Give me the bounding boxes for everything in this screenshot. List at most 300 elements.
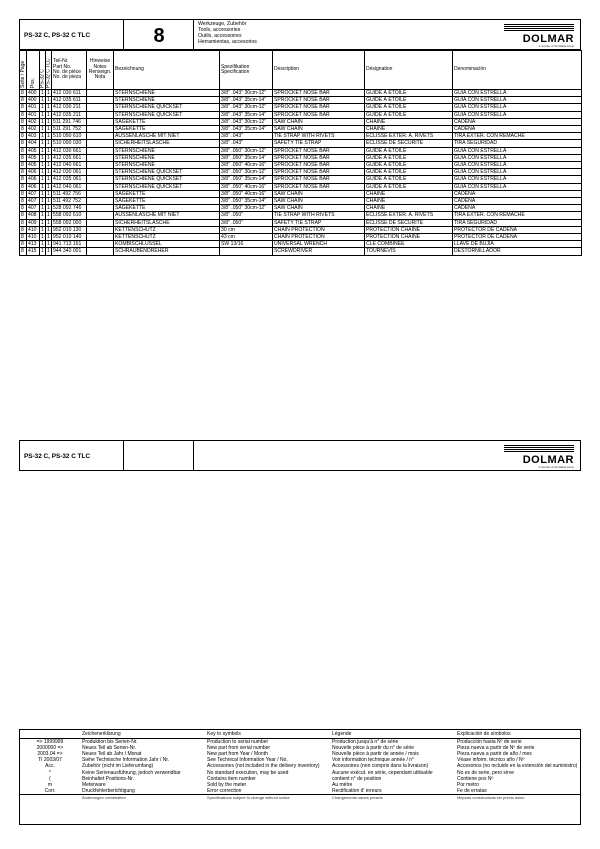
- cell-designation: PROTECTION CHAÎNE: [365, 226, 453, 233]
- cell-ps32ctlc: 1: [47, 241, 50, 248]
- cell-pos: 405: [27, 154, 40, 161]
- cell-hinweise: [87, 133, 114, 140]
- cell-teilnr: 412 030 211: [52, 104, 87, 111]
- cell-seite: 8: [20, 205, 27, 212]
- cell-description: SPROCKET NOSE BAR: [273, 154, 365, 161]
- legend-en: Production to serial number: [207, 739, 269, 746]
- cell-spezifikation: 3/8" .050": [220, 212, 273, 219]
- section-title-de: Werkzeuge, Zubehör: [198, 21, 247, 27]
- cell-seite: 8: [20, 176, 27, 183]
- cell-hinweise: [87, 241, 114, 248]
- cell-seite: 8: [20, 147, 27, 154]
- table-row: [20, 198, 582, 205]
- cell-teilnr: 510 090 610: [52, 133, 87, 140]
- cell-teilnr: 412 030 611: [52, 90, 87, 97]
- cell-description: TIE STRAP WITH RIVETS: [273, 133, 365, 140]
- legend-footer-row: [19, 794, 581, 801]
- cell-teilnr: 412 030 061: [52, 169, 87, 176]
- cell-hinweise: [87, 205, 114, 212]
- col-description: Description: [273, 51, 365, 90]
- cell-denominacion: GUÍA CON ESTRELLA: [453, 183, 582, 190]
- table-row: [20, 140, 582, 147]
- cell-description: SPROCKET NOSE BAR: [273, 97, 365, 104]
- cell-spezifikation: 3/8" .050" 30cm-12": [220, 169, 273, 176]
- cell-denominacion: TIRA SEGURIDAD: [453, 219, 582, 226]
- cell-ps32ctlc: 1: [47, 205, 50, 212]
- cell-pos: 406: [27, 169, 40, 176]
- cell-spezifikation: 3/8" .043" 30cm-12": [220, 90, 273, 97]
- cell-teilnr: 952 010 130: [52, 226, 87, 233]
- cell-ps32c: 1: [41, 248, 44, 255]
- cell-hinweise: [87, 248, 114, 255]
- legend-symbol: 2000000 =>: [36, 745, 64, 752]
- cell-ps32ctlc: 1: [47, 198, 50, 205]
- cell-seite: 8: [20, 90, 27, 97]
- cell-designation: GUIDE À ÉTOILE: [365, 162, 453, 169]
- cell-description: SPROCKET NOSE BAR: [273, 176, 365, 183]
- legend-en: New part from serial number: [207, 745, 271, 752]
- cell-pos: 407: [27, 205, 40, 212]
- legend-de: Keine Serienausführung, jedoch verwendbar: [82, 769, 181, 776]
- cell-teilnr: 511 492 756: [52, 190, 87, 197]
- cell-teilnr: 511 291 746: [52, 118, 87, 125]
- cell-pos: 406: [27, 183, 40, 190]
- table-row: [20, 176, 582, 183]
- cell-description: SPROCKET NOSE BAR: [273, 111, 365, 118]
- cell-ps32ctlc: 1: [47, 212, 50, 219]
- cell-pos: 402: [27, 118, 40, 125]
- cell-hinweise: [87, 147, 114, 154]
- cell-teilnr: 941 713 161: [52, 241, 87, 248]
- cell-teilnr: 944 340 001: [52, 248, 87, 255]
- cell-spezifikation: 3/8" .050" 40cm-16": [220, 183, 273, 190]
- cell-ps32ctlc: 1: [47, 248, 50, 255]
- legend-symbol: 2003.04 =>: [37, 751, 63, 758]
- cell-seite: 8: [20, 190, 27, 197]
- cell-teilnr: 412 040 661: [52, 162, 87, 169]
- cell-ps32c: 1: [41, 104, 44, 111]
- legend-es: Producción hasta Nº de serie: [457, 739, 522, 746]
- col-designation: Désignation: [365, 51, 453, 90]
- cell-pos: 400: [27, 97, 40, 104]
- cell-denominacion: DESTORNILLADOR: [453, 248, 582, 255]
- legend-es: Accesorios (no incluido en la extensión del suministro): [457, 763, 578, 770]
- col-pos: Pos.: [27, 51, 40, 90]
- cell-hinweise: [87, 111, 114, 118]
- cell-seite: 8: [20, 126, 27, 133]
- cell-description: SAW CHAIN: [273, 198, 365, 205]
- cell-teilnr: 412 035 211: [52, 111, 87, 118]
- cell-designation: CHAÎNE: [365, 190, 453, 197]
- cell-spezifikation: 3/8" .050" 30cm-12": [220, 147, 273, 154]
- cell-seite: 8: [20, 169, 27, 176]
- legend-fr: Rectification d' erreurs: [332, 787, 382, 794]
- col-hinweise: Hinweise Notes Renseign. Nota: [87, 51, 114, 90]
- section-title-fr: Outils, accessoires: [198, 33, 242, 39]
- cell-denominacion: LLAVE DE BUJIA: [453, 241, 582, 248]
- cell-teilnr: 558 092 610: [52, 212, 87, 219]
- cell-spezifikation: 3/8" .043" 30cm-12": [220, 104, 273, 111]
- cell-bezeichnung: AUSSENLASCHE MIT NIET: [114, 133, 220, 140]
- table-row: [20, 219, 582, 226]
- table-row: [20, 234, 582, 241]
- cell-designation: GUIDE À ÉTOILE: [365, 90, 453, 97]
- legend-symbol: TI 2003/07: [38, 757, 62, 764]
- cell-pos: 406: [27, 176, 40, 183]
- cell-hinweise: [87, 140, 114, 147]
- cell-denominacion: GUÍA CON ESTRELLA: [453, 104, 582, 111]
- cell-bezeichnung: STERNSCHIENE: [114, 154, 220, 161]
- cell-bezeichnung: STERNSCHIENE QUICKSET: [114, 183, 220, 190]
- second-logo-stripes-icon: [504, 445, 574, 453]
- cell-spezifikation: 3/8" .043" 35cm-14": [220, 111, 273, 118]
- section-number: 8: [153, 25, 165, 47]
- cell-pos: 402: [27, 126, 40, 133]
- legend-de: Neues Teil ab Serien-Nr.: [82, 745, 137, 752]
- cell-ps32c: 1: [41, 241, 44, 248]
- cell-spezifikation: SW 13/16: [220, 241, 273, 248]
- cell-hinweise: [87, 162, 114, 169]
- cell-bezeichnung: KETTENSCHUTZ: [114, 234, 220, 241]
- cell-designation: CHAÎNE: [365, 118, 453, 125]
- cell-hinweise: [87, 183, 114, 190]
- cell-hinweise: [87, 190, 114, 197]
- cell-description: CHAIN PROTECTION: [273, 234, 365, 241]
- legend-fr: Voir information technique année / n°: [332, 757, 415, 764]
- cell-ps32ctlc: 1: [47, 126, 50, 133]
- cell-ps32ctlc: 1: [47, 226, 50, 233]
- legend-es: Pieza nueva a partir de año / mes: [457, 751, 532, 758]
- logo-stripes-icon: [504, 24, 574, 32]
- cell-ps32ctlc: 1: [47, 133, 50, 140]
- section-title-en: Tools, accessories: [198, 27, 241, 33]
- col-seite: Seite / Page: [20, 51, 27, 90]
- cell-description: UNIVERSAL WRENCH: [273, 241, 365, 248]
- cell-denominacion: CADENA: [453, 118, 582, 125]
- col-teilnr: Teil-Nr. Part No. No. de pièce No. de pieza: [52, 51, 87, 90]
- cell-seite: 8: [20, 133, 27, 140]
- cell-ps32ctlc: 1: [47, 118, 50, 125]
- table-row: [20, 147, 582, 154]
- legend-es: Fe de erratas: [457, 787, 487, 794]
- cell-teilnr: 412 035 061: [52, 176, 87, 183]
- cell-ps32c: 1: [41, 147, 44, 154]
- cell-denominacion: GUÍA CON ESTRELLA: [453, 176, 582, 183]
- cell-denominacion: GUÍA CON ESTRELLA: [453, 154, 582, 161]
- cell-bezeichnung: SCHRAUBENDREHER: [114, 248, 220, 255]
- cell-seite: 8: [20, 241, 27, 248]
- legend-symbol: Corr.: [44, 787, 56, 794]
- cell-pos: 405: [27, 162, 40, 169]
- cell-designation: GUIDE À ÉTOILE: [365, 104, 453, 111]
- cell-bezeichnung: STERNSCHIENE QUICKSET: [114, 104, 220, 111]
- cell-ps32ctlc: 1: [47, 219, 50, 226]
- cell-designation: ECLISSE DE SÉCURITÉ: [365, 140, 453, 147]
- cell-pos: 405: [27, 147, 40, 154]
- legend-row: [19, 763, 581, 769]
- table-row: [20, 133, 582, 140]
- second-model-title: PS-32 C, PS-32 C TLC: [24, 453, 91, 460]
- legend-symbol: Acc.: [45, 763, 55, 770]
- legend-fr: Nouvelle pièce à partir de année / mois: [332, 751, 419, 758]
- cell-seite: 8: [20, 198, 27, 205]
- cell-pos: 410: [27, 226, 40, 233]
- cell-description: SAW CHAIN: [273, 118, 365, 125]
- cell-ps32c: 1: [41, 90, 44, 96]
- legend-en: Error correction: [207, 787, 242, 794]
- legend-es: Véase inform. técnico año / Nº: [457, 757, 525, 764]
- section-number-cell: [124, 20, 194, 49]
- cell-spezifikation: 3/8" .043" 35cm-14": [220, 97, 273, 104]
- table-row: [20, 212, 582, 219]
- cell-denominacion: PROTECTOR DE CADENA: [453, 226, 582, 233]
- cell-teilnr: 952 010 140: [52, 234, 87, 241]
- cell-description: SAFETY TIE STRAP: [273, 219, 365, 226]
- cell-denominacion: PROTECTOR DE CADENA: [453, 234, 582, 241]
- cell-designation: CLÉ COMBINÉE: [365, 241, 453, 248]
- cell-bezeichnung: SICHERHEITSLASCHE: [114, 219, 220, 226]
- cell-ps32ctlc: 1: [47, 97, 50, 104]
- cell-seite: 8: [20, 234, 27, 241]
- cell-seite: 8: [20, 226, 27, 233]
- cell-seite: 8: [20, 183, 27, 190]
- cell-bezeichnung: SICHERHEITSLASCHE: [114, 140, 220, 147]
- cell-description: SAW CHAIN: [273, 205, 365, 212]
- cell-pos: 413: [27, 241, 40, 248]
- cell-teilnr: 412 035 611: [52, 97, 87, 104]
- legend-de: Beinhaltet Positions-Nr.: [82, 775, 134, 782]
- cell-seite: 8: [20, 104, 27, 111]
- legend-symbol: *: [49, 769, 51, 776]
- legend-footer-fr: Changements sanes préavis: [331, 794, 456, 801]
- cell-ps32ctlc: 1: [47, 183, 50, 190]
- cell-bezeichnung: KETTENSCHUTZ: [114, 226, 220, 233]
- table-row: [20, 162, 582, 169]
- cell-ps32c: 1: [41, 154, 44, 161]
- section-title-es: Herramientas, accesorios: [198, 39, 257, 45]
- cell-designation: CHAÎNE: [365, 205, 453, 212]
- cell-designation: GUIDE À ÉTOILE: [365, 147, 453, 154]
- cell-denominacion: TIRA SEGURIDAD: [453, 140, 582, 147]
- cell-ps32ctlc: 1: [47, 111, 50, 118]
- cell-ps32c: 1: [41, 169, 44, 176]
- legend-header-de: Zeichenerklärung: [81, 729, 206, 739]
- cell-designation: ECLISSE DE SÉCURITÉ: [365, 219, 453, 226]
- legend-fr: Au mètre: [332, 781, 353, 788]
- cell-denominacion: GUÍA CON ESTRELLA: [453, 111, 582, 118]
- cell-ps32ctlc: 1: [47, 176, 50, 183]
- table-header-row: [20, 51, 582, 90]
- cell-pos: 401: [27, 111, 40, 118]
- cell-ps32ctlc: 1: [47, 90, 50, 96]
- table-row: [20, 97, 582, 104]
- parts-table-body: [20, 90, 582, 256]
- cell-teilnr: 412 030 661: [52, 147, 87, 154]
- cell-bezeichnung: KOMBISCHLÜSSEL: [114, 241, 220, 248]
- cell-hinweise: [87, 226, 114, 233]
- cell-spezifikation: 3/8" .043": [220, 140, 273, 147]
- cell-ps32c: 1: [41, 212, 44, 219]
- legend-header-es: Explicación de símbolos: [456, 729, 581, 739]
- cell-bezeichnung: STERNSCHIENE QUICKSET: [114, 111, 220, 118]
- legend-es: Contiene pos Nº: [457, 775, 494, 782]
- cell-designation: GUIDE À ÉTOILE: [365, 176, 453, 183]
- cell-spezifikation: 3/8" .050" 40cm-16": [220, 162, 273, 169]
- cell-designation: GUIDE À ÉTOILE: [365, 169, 453, 176]
- cell-bezeichnung: AUSSENLASCHE MIT NIET: [114, 212, 220, 219]
- cell-teilnr: 412 040 061: [52, 183, 87, 190]
- legend-symbol-header: [19, 729, 81, 739]
- cell-description: SPROCKET NOSE BAR: [273, 90, 365, 97]
- model-cell: [20, 20, 124, 49]
- cell-bezeichnung: STERNSCHIENE: [114, 90, 220, 97]
- cell-designation: CHAÎNE: [365, 198, 453, 205]
- cell-teilnr: 412 035 661: [52, 154, 87, 161]
- cell-description: SPROCKET NOSE BAR: [273, 169, 365, 176]
- cell-pos: 400: [27, 90, 40, 97]
- legend-footer-de: Änderungen vorbehalten: [81, 794, 206, 801]
- cell-bezeichnung: SÄGEKETTE: [114, 205, 220, 212]
- legend-en: No standard execution, may be used: [207, 769, 289, 776]
- top-header: [19, 19, 581, 50]
- cell-denominacion: TIRA EXTER. CON REMACHE: [453, 133, 582, 140]
- cell-ps32c: 1: [41, 205, 44, 212]
- cell-pos: 401: [27, 104, 40, 111]
- cell-hinweise: [87, 118, 114, 125]
- legend-header-en: Key to symbols: [206, 729, 331, 739]
- cell-seite: 8: [20, 219, 27, 226]
- cell-ps32ctlc: 1: [47, 234, 50, 241]
- cell-ps32c: 1: [41, 198, 44, 205]
- legend-de: Siehe Technische Information Jahr / Nr.: [82, 757, 170, 764]
- cell-pos: 408: [27, 212, 40, 219]
- cell-description: SCREWDRIVER: [273, 248, 365, 255]
- cell-teilnr: 511 492 752: [52, 198, 87, 205]
- cell-ps32c: 1: [41, 133, 44, 140]
- legend-header-row: [19, 729, 581, 739]
- legend-row: [19, 739, 581, 746]
- cell-denominacion: GUÍA CON ESTRELLA: [453, 90, 582, 97]
- cell-bezeichnung: STERNSCHIENE QUICKSET: [114, 176, 220, 183]
- section-titles: [198, 21, 257, 45]
- cell-spezifikation: 3/8" .050": [220, 219, 273, 226]
- cell-hinweise: [87, 126, 114, 133]
- cell-description: SPROCKET NOSE BAR: [273, 183, 365, 190]
- cell-denominacion: GUÍA CON ESTRELLA: [453, 97, 582, 104]
- cell-spezifikation: 43 cm: [220, 234, 273, 241]
- cell-bezeichnung: STERNSCHIENE: [114, 162, 220, 169]
- cell-ps32c: 1: [41, 111, 44, 118]
- cell-spezifikation: 3/8" .043" 35cm-14": [220, 126, 273, 133]
- cell-designation: ECLISSE EXTER. A. RIVETS: [365, 133, 453, 140]
- cell-spezifikation: 3/8" .050" 35cm-14": [220, 154, 273, 161]
- table-row: [20, 154, 582, 161]
- legend-fr: Accessoires (non compris dans la livraison): [332, 763, 429, 770]
- legend-de: Meterware: [82, 781, 106, 788]
- cell-description: SPROCKET NOSE BAR: [273, 162, 365, 169]
- legend-fr: Nouvelle pièce à partir du n° de série: [332, 745, 415, 752]
- table-row: [20, 111, 582, 118]
- second-dolmar-logo: [504, 445, 574, 469]
- cell-bezeichnung: SÄGEKETTE: [114, 118, 220, 125]
- cell-ps32ctlc: 1: [47, 140, 50, 147]
- cell-pos: 415: [27, 248, 40, 255]
- legend-en: Contains item number: [207, 775, 256, 782]
- cell-bezeichnung: STERNSCHIENE: [114, 97, 220, 104]
- cell-pos: 403: [27, 133, 40, 140]
- cell-hinweise: [87, 154, 114, 161]
- cell-teilnr: 558 092 000: [52, 219, 87, 226]
- cell-denominacion: CADENA: [453, 126, 582, 133]
- legend-en: See Technical Information Year / No.: [207, 757, 288, 764]
- table-row: [20, 205, 582, 212]
- cell-hinweise: [87, 219, 114, 226]
- cell-bezeichnung: STERNSCHIENE: [114, 147, 220, 154]
- cell-spezifikation: 3/8" .050" 40cm-16": [220, 190, 273, 197]
- cell-hinweise: [87, 234, 114, 241]
- cell-ps32c: 1: [41, 176, 44, 183]
- second-header: [19, 440, 581, 471]
- parts-table: [19, 50, 582, 256]
- cell-designation: CHAÎNE: [365, 126, 453, 133]
- legend-de: Produktion bis Serien-Nr.: [82, 739, 138, 746]
- cell-designation: PROTECTION CHAÎNE: [365, 234, 453, 241]
- cell-ps32c: 1: [41, 183, 44, 190]
- table-row: [20, 241, 582, 248]
- cell-spezifikation: 30 cm: [220, 226, 273, 233]
- cell-pos: 407: [27, 198, 40, 205]
- legend-en: New part from Year / Month: [207, 751, 268, 758]
- cell-ps32c: 1: [41, 118, 44, 125]
- cell-ps32ctlc: 1: [47, 162, 50, 169]
- cell-ps32c: 1: [41, 126, 44, 133]
- cell-hinweise: [87, 212, 114, 219]
- cell-seite: 8: [20, 212, 27, 219]
- legend-es: Por metro: [457, 781, 479, 788]
- legend-fr: contient n° de position: [332, 775, 382, 782]
- cell-designation: GUIDE À ÉTOILE: [365, 183, 453, 190]
- col-bezeichnung: Bezeichnung: [114, 51, 220, 90]
- col-ps32ctlc: PS-32 C TLC: [46, 51, 52, 90]
- cell-ps32c: 1: [41, 140, 44, 147]
- cell-seite: 8: [20, 248, 27, 255]
- cell-hinweise: [87, 90, 114, 97]
- table-row: [20, 248, 582, 255]
- cell-denominacion: GUÍA CON ESTRELLA: [453, 169, 582, 176]
- cell-spezifikation: [220, 248, 273, 255]
- cell-bezeichnung: STERNSCHIENE QUICKSET: [114, 169, 220, 176]
- cell-bezeichnung: SÄGEKETTE: [114, 126, 220, 133]
- cell-hinweise: [87, 176, 114, 183]
- legend-symbol: => 1999999: [36, 739, 64, 746]
- legend-footer-spacer: [19, 794, 81, 801]
- cell-bezeichnung: SÄGEKETTE: [114, 198, 220, 205]
- cell-bezeichnung: SÄGEKETTE: [114, 190, 220, 197]
- cell-ps32c: 1: [41, 219, 44, 226]
- brand-tagline: A member of the Makita Group: [538, 45, 574, 48]
- cell-ps32ctlc: 1: [47, 104, 50, 111]
- cell-denominacion: CADENA: [453, 205, 582, 212]
- cell-seite: 8: [20, 111, 27, 118]
- cell-hinweise: [87, 198, 114, 205]
- legend-symbol: (: [49, 775, 51, 782]
- cell-designation: ECLISSE EXTER. A. RIVETS: [365, 212, 453, 219]
- cell-ps32ctlc: 1: [47, 147, 50, 154]
- table-row: [20, 90, 582, 97]
- cell-denominacion: CADENA: [453, 190, 582, 197]
- legend-symbol: m: [47, 781, 53, 788]
- cell-designation: GUIDE À ÉTOILE: [365, 111, 453, 118]
